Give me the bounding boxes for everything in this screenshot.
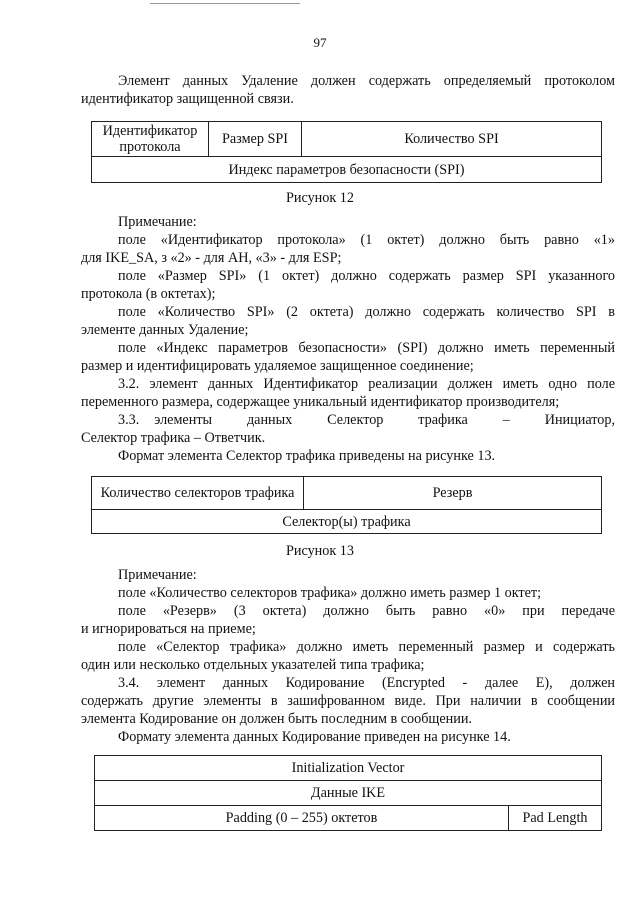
fig12-row-spi-index: Индекс параметров безопасности (SPI): [92, 157, 602, 183]
notes12-line: для IKE_SA, з «2» - для АН, «3» - для ESP;: [81, 250, 342, 266]
item-3-4-line1: 3.4. элемент данных Кодирование (Encrypted - далее E), должен: [118, 675, 615, 691]
figure-13-intro: Формат элемента Селектор трафика приведены на рисунке 13.: [118, 448, 496, 464]
fig14-row-init-vector: Initialization Vector: [95, 756, 602, 781]
notes12-line: размер и идентифицировать удаляемое защищенное соединение;: [81, 358, 474, 374]
fig12-col-protocol-id: Идентификатор протокола: [92, 122, 209, 157]
notes12-line: протокола (в октетах);: [81, 286, 216, 302]
notes13-line: поле «Количество селекторов трафика» должно иметь размер 1 октет;: [118, 585, 542, 601]
item-3-2-line1: 3.2. элемент данных Идентификатор реализации должен иметь одно поле: [118, 376, 615, 392]
figure-13-caption: Рисунок 13: [285, 543, 354, 559]
fig14-row-ike-data: Данные IKE: [95, 781, 602, 806]
notes13-title: Примечание:: [118, 567, 197, 583]
figure-14-intro: Формату элемента данных Кодирование приведен на рисунке 14.: [118, 729, 511, 745]
notes13-line: один или несколько отдельных указателей типа трафика;: [81, 657, 425, 673]
item-3-3-line1: 3.3. элементы данных Селектор трафика – Инициатор,: [118, 412, 615, 428]
item-3-4-line2: содержать другие элементы в зашифрованном виде. При наличии в сообщении: [81, 693, 615, 709]
notes13-line: поле «Селектор трафика» должно иметь переменный размер и содержать: [118, 639, 615, 655]
figure-12-caption: Рисунок 12: [285, 190, 354, 206]
figure-14-table: [94, 755, 602, 831]
para1-line1: Элемент данных Удаление должен содержать определяемый протоколом: [118, 73, 615, 89]
fig12-col-spi-count: Количество SPI: [302, 122, 602, 157]
fig12-col-spi-size: Размер SPI: [209, 122, 302, 157]
notes12-line: поле «Количество SPI» (2 октета) должно содержать количество SPI в: [118, 304, 615, 320]
item-3-4-line3: элемента Кодирование он должен быть последним в сообщении.: [81, 711, 472, 727]
item-3-3-line2: Селектор трафика – Ответчик.: [81, 430, 266, 446]
figure-13-table: [91, 476, 602, 534]
fig14-row-padding: Padding (0 – 255) октетов: [95, 806, 509, 831]
fig13-col-reserved: Резерв: [304, 477, 602, 510]
notes12-line: поле «Идентификатор протокола» (1 октет) должно быть равно «1»: [118, 232, 615, 248]
notes12-line: поле «Индекс параметров безопасности» (SPI) должно иметь переменный: [118, 340, 615, 356]
notes13-line: поле «Резерв» (3 октета) должно быть равно «0» при передаче: [118, 603, 615, 619]
figure-12-table: [91, 121, 602, 183]
notes12-title: Примечание:: [118, 214, 197, 230]
fig13-col-selector-count: Количество селекторов трафика: [92, 477, 304, 510]
fig14-pad-length: Pad Length: [509, 806, 602, 831]
fig13-row-selectors: Селектор(ы) трафика: [92, 510, 602, 534]
notes13-line: и игнорироваться на приеме;: [81, 621, 256, 637]
para1-line2: идентификатор защищенной связи.: [81, 91, 294, 107]
notes12-line: поле «Размер SPI» (1 октет) должно содержать размер SPI указанного: [118, 268, 615, 284]
notes12-line: элементе данных Удаление;: [81, 322, 249, 338]
scan-edge-line: [150, 3, 300, 4]
item-3-2-line2: переменного размера, содержащее уникальный идентификатор производителя;: [81, 394, 560, 410]
page-number: 97: [313, 35, 327, 50]
